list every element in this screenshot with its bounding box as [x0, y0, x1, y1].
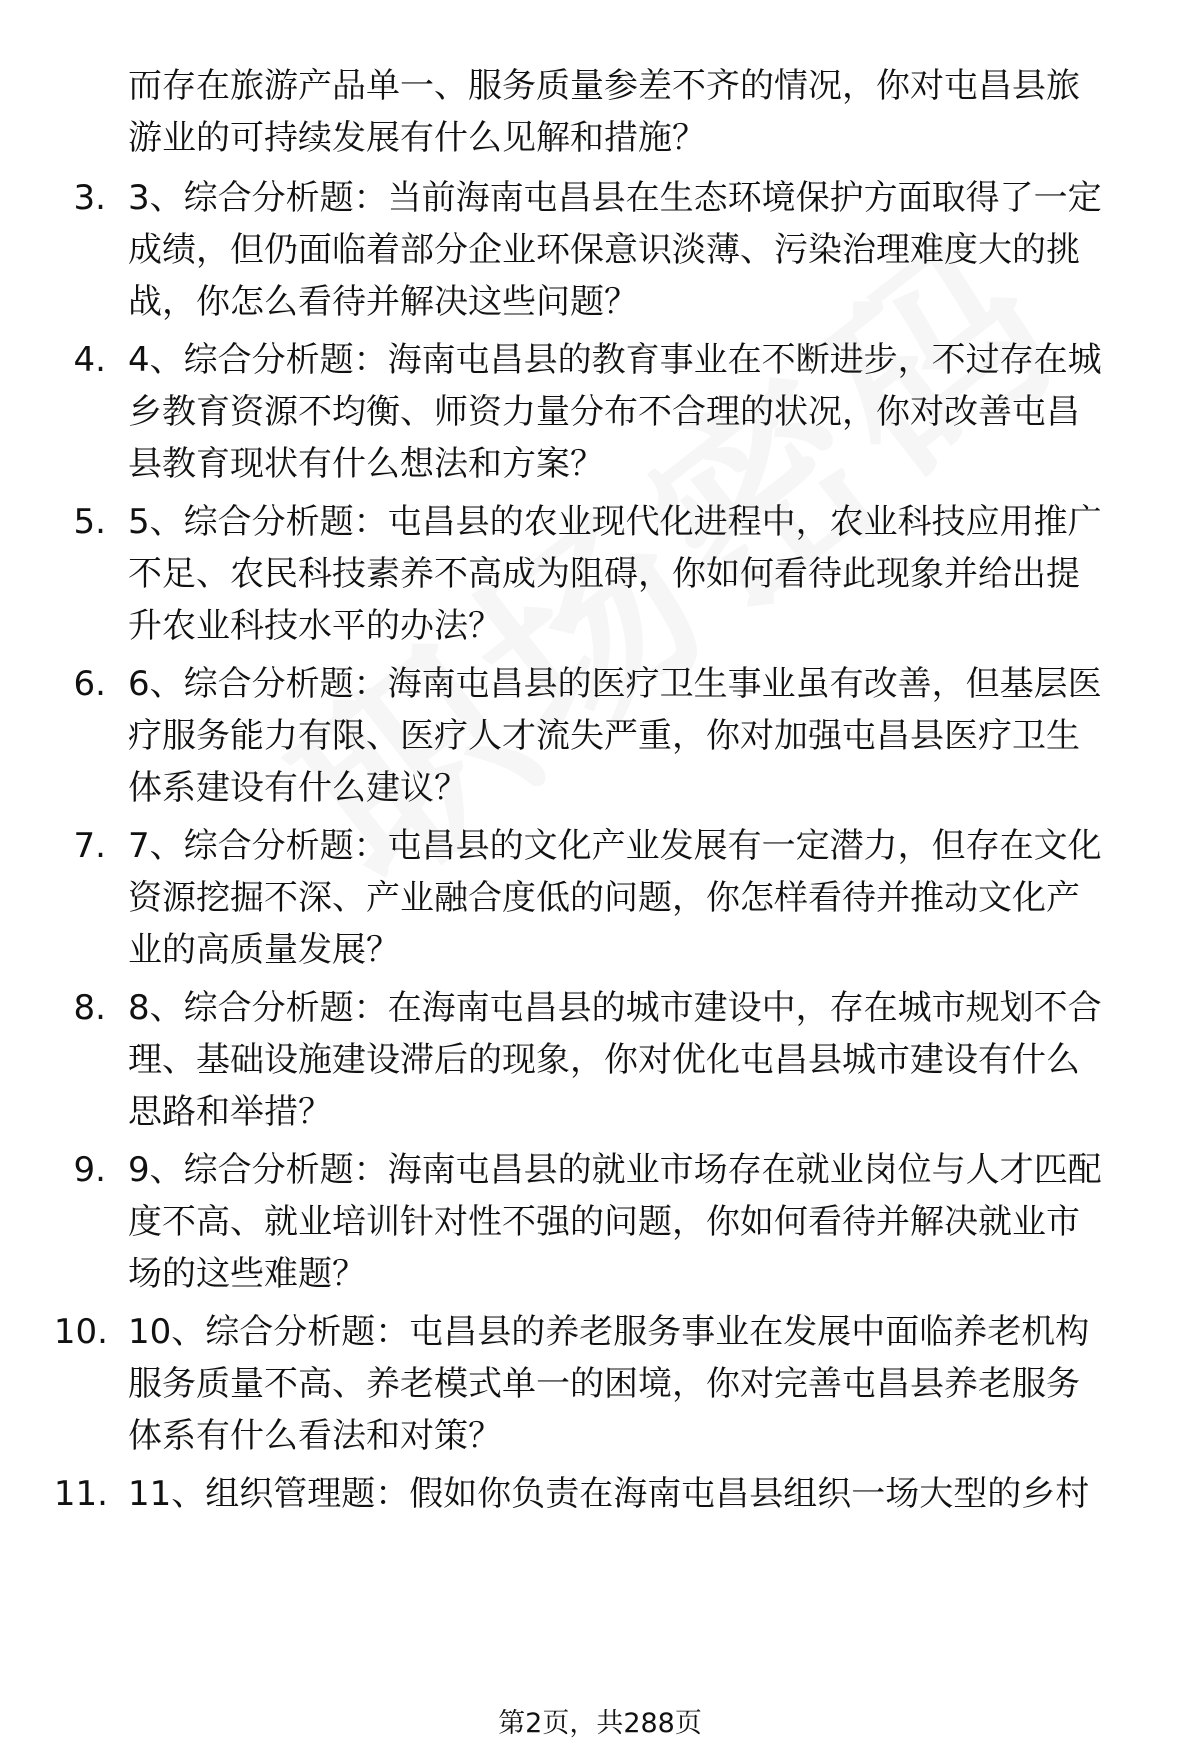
question-text — [128, 334, 1168, 490]
text-line: 体系有什么看法和对策？ — [128, 1416, 502, 1456]
question-text — [128, 658, 1168, 814]
question-text — [128, 1144, 1168, 1300]
question-text — [128, 982, 1168, 1138]
question-text — [128, 820, 1168, 976]
text-line: 而存在旅游产品单一、服务质量参差不齐的情况，你对屯昌县旅 — [128, 66, 1080, 106]
page-footer: 第2页，共288页 — [498, 1708, 702, 1739]
question-text — [128, 496, 1168, 652]
list-marker: 10. — [53, 1312, 108, 1352]
list-marker: 9. — [73, 1150, 106, 1190]
question-text — [128, 172, 1168, 328]
list-marker: 8. — [73, 988, 106, 1028]
list-marker: 11. — [53, 1474, 108, 1514]
question-text — [128, 1468, 1168, 1520]
text-line: 5、综合分析题：屯昌县的农业现代化进程中，农业科技应用推广 — [128, 502, 1102, 542]
text-line: 疗服务能力有限、医疗人才流失严重，你对加强屯昌县医疗卫生 — [128, 716, 1080, 756]
list-marker: 6. — [73, 664, 106, 704]
text-line: 10、综合分析题：屯昌县的养老服务事业在发展中面临养老机构 — [128, 1312, 1090, 1352]
text-line: 8、综合分析题：在海南屯昌县的城市建设中，存在城市规划不合 — [128, 988, 1102, 1028]
text-line: 7、综合分析题：屯昌县的文化产业发展有一定潜力，但存在文化 — [128, 826, 1102, 866]
text-line: 理、基础设施建设滞后的现象，你对优化屯昌县城市建设有什么 — [128, 1040, 1080, 1080]
text-line: 服务质量不高、养老模式单一的困境，你对完善屯昌县养老服务 — [128, 1364, 1080, 1404]
text-line: 场的这些难题？ — [128, 1254, 366, 1294]
text-line: 3、综合分析题：当前海南屯昌县在生态环境保护方面取得了一定 — [128, 178, 1102, 218]
continued-paragraph — [128, 60, 1168, 164]
text-line: 成绩，但仍面临着部分企业环保意识淡薄、污染治理难度大的挑 — [128, 230, 1080, 270]
text-line: 6、综合分析题：海南屯昌县的医疗卫生事业虽有改善，但基层医 — [128, 664, 1102, 704]
text-line: 9、综合分析题：海南屯昌县的就业市场存在就业岗位与人才匹配 — [128, 1150, 1102, 1190]
question-text — [128, 1306, 1168, 1462]
text-line: 体系建设有什么建议？ — [128, 768, 468, 808]
text-line: 县教育现状有什么想法和方案？ — [128, 444, 604, 484]
text-line: 思路和举措？ — [128, 1092, 332, 1132]
text-line: 度不高、就业培训针对性不强的问题，你如何看待并解决就业市 — [128, 1202, 1080, 1242]
list-marker: 5. — [73, 502, 106, 542]
list-marker: 3. — [73, 178, 106, 218]
list-marker: 4. — [73, 340, 106, 380]
list-marker: 7. — [73, 826, 106, 866]
text-line: 战，你怎么看待并解决这些问题？ — [128, 282, 638, 322]
text-line: 游业的可持续发展有什么见解和措施？ — [128, 118, 706, 158]
text-line: 4、综合分析题：海南屯昌县的教育事业在不断进步，不过存在城 — [128, 340, 1102, 380]
text-line: 资源挖掘不深、产业融合度低的问题，你怎样看待并推动文化产 — [128, 878, 1080, 918]
text-line: 业的高质量发展？ — [128, 930, 400, 970]
text-line: 不足、农民科技素养不高成为阻碍，你如何看待此现象并给出提 — [128, 554, 1080, 594]
text-line: 11、组织管理题：假如你负责在海南屯昌县组织一场大型的乡村 — [128, 1474, 1090, 1514]
text-line: 乡教育资源不均衡、师资力量分布不合理的状况，你对改善屯昌 — [128, 392, 1080, 432]
text-line: 升农业科技水平的办法？ — [128, 606, 502, 646]
